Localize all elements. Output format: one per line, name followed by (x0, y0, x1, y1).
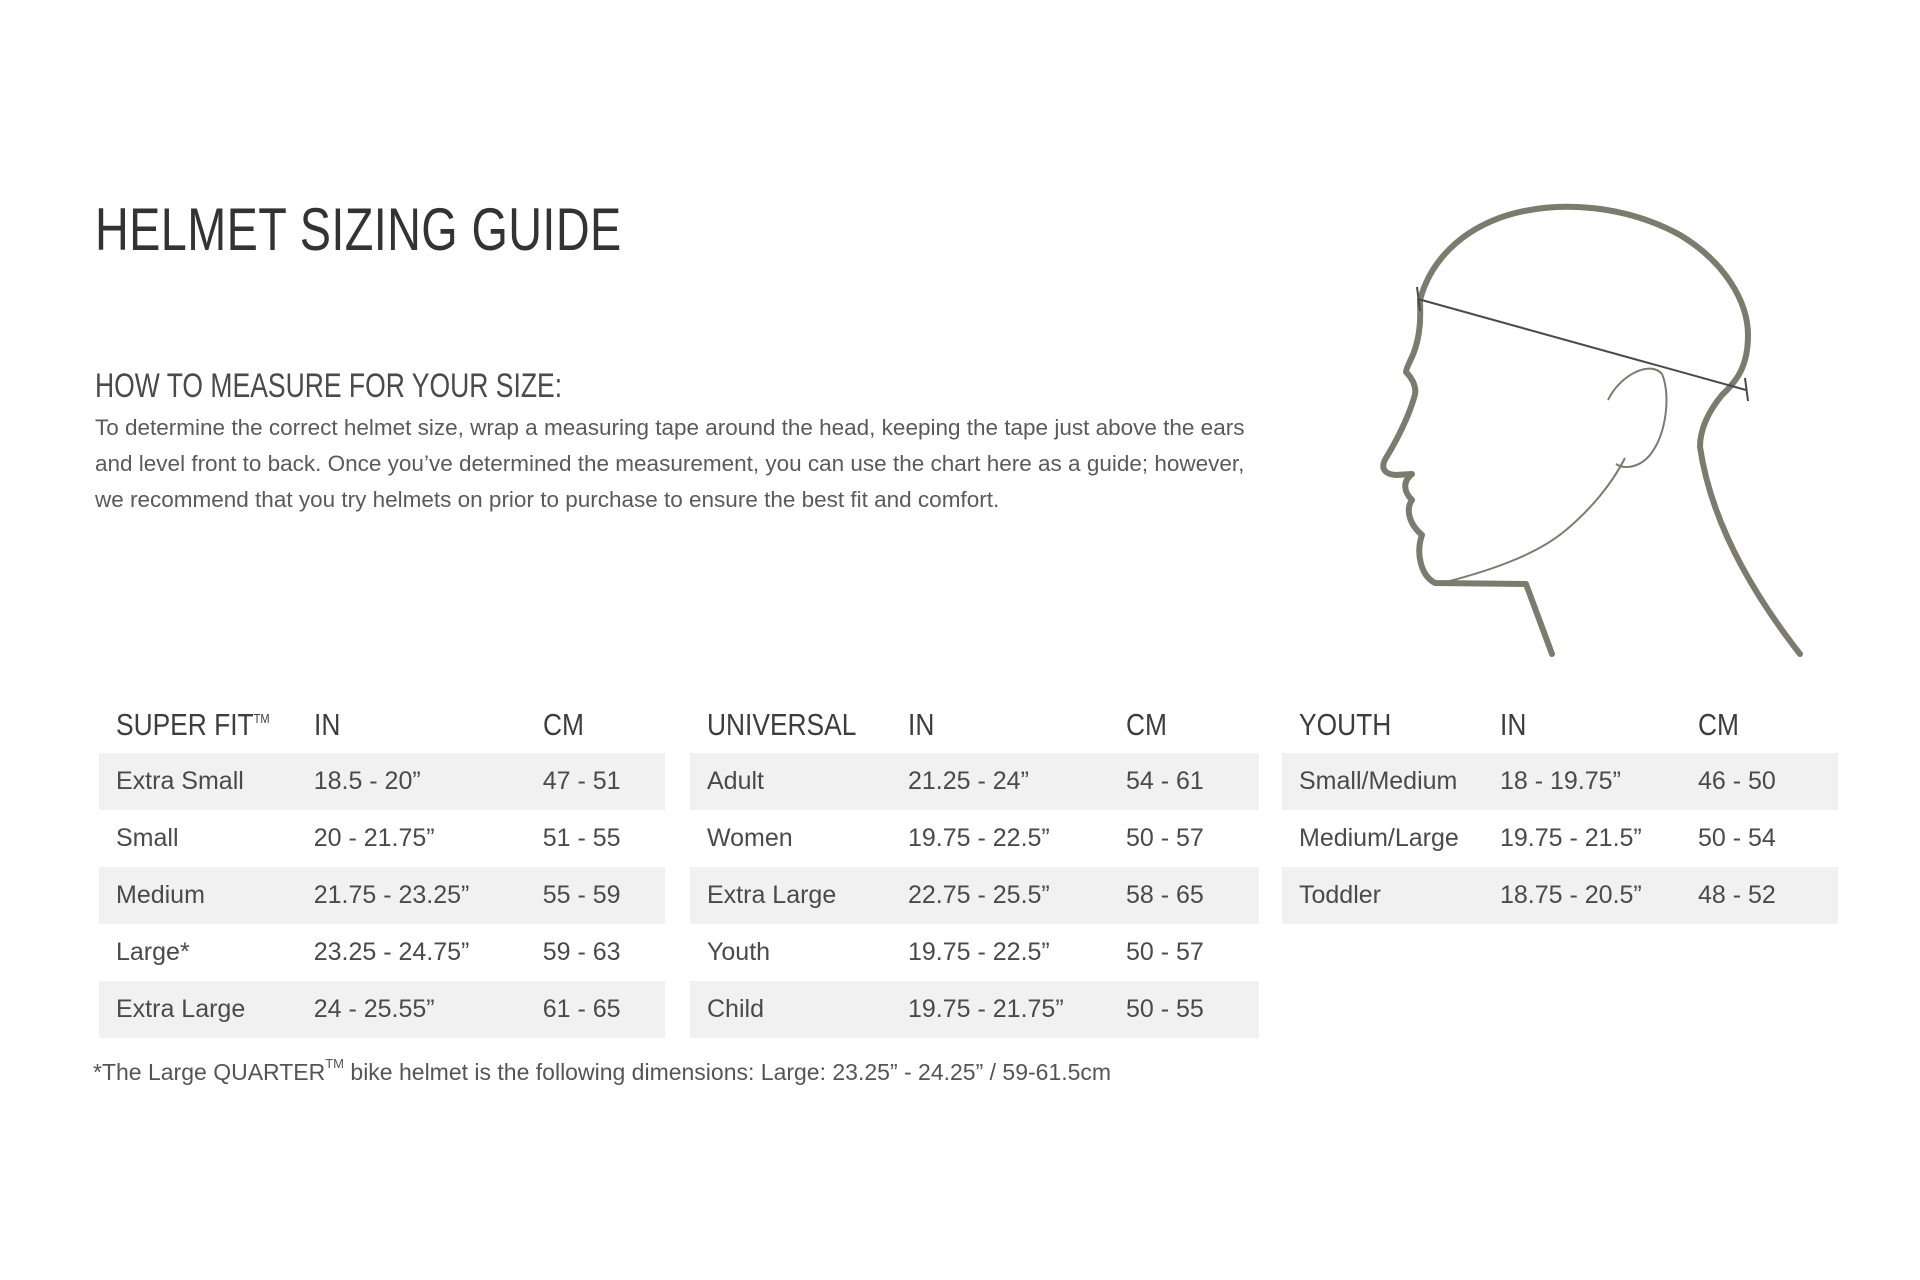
ear-outline (1608, 369, 1666, 467)
inches-cell: 18 - 19.75” (1483, 753, 1681, 810)
table-row (690, 981, 1259, 1038)
table-row (690, 867, 1259, 924)
table-row (690, 753, 1259, 810)
cm-cell: 50 - 57 (1109, 924, 1259, 981)
cm-cell: 47 - 51 (526, 753, 665, 810)
table-header-row (99, 697, 665, 753)
table-header-row (690, 697, 1259, 753)
table-row (1282, 867, 1838, 924)
jaw-line (1446, 458, 1625, 582)
measure-heading: HOW TO MEASURE FOR YOUR SIZE: (95, 367, 563, 405)
cm-cell: 55 - 59 (526, 867, 665, 924)
table-header-category: YOUTH (1299, 707, 1392, 742)
table-row (1282, 753, 1838, 810)
inches-cell: 19.75 - 22.5” (891, 810, 1109, 867)
table-row (99, 981, 665, 1038)
inches-cell: 19.75 - 21.75” (891, 981, 1109, 1038)
size-cell: Large* (99, 924, 297, 981)
size-cell: Small (99, 810, 297, 867)
cm-cell: 46 - 50 (1681, 753, 1838, 810)
youth-size-table (1282, 697, 1838, 924)
size-cell: Medium (99, 867, 297, 924)
table-header-in: IN (313, 707, 341, 742)
table-row (99, 810, 665, 867)
table-header-cm: CM (1698, 707, 1739, 742)
inches-cell: 18.75 - 20.5” (1483, 867, 1681, 924)
inches-cell: 24 - 25.55” (297, 981, 526, 1038)
table-header-in: IN (1500, 707, 1527, 742)
size-cell: Small/Medium (1282, 753, 1483, 810)
table-header-cm: CM (542, 707, 584, 742)
table-header-in: IN (908, 707, 935, 742)
table-header-cm: CM (1126, 707, 1167, 742)
size-cell: Adult (690, 753, 891, 810)
trademark-symbol: TM (325, 1056, 345, 1071)
head-measurement-icon (1350, 195, 1820, 665)
page-title: HELMET SIZING GUIDE (95, 196, 622, 263)
size-cell: Extra Large (690, 867, 891, 924)
inches-cell: 23.25 - 24.75” (297, 924, 526, 981)
footnote: *The Large QUARTER™ bike helmet is the following dimensions: Large: 23.25” - 24.25” / 59-61.5cm (93, 1056, 1112, 1085)
table-row (1282, 810, 1838, 867)
cm-cell: 50 - 54 (1681, 810, 1838, 867)
table-row (99, 867, 665, 924)
cm-cell: 50 - 55 (1109, 981, 1259, 1038)
cm-cell: 58 - 65 (1109, 867, 1259, 924)
size-cell: Medium/Large (1282, 810, 1483, 867)
inches-cell: 19.75 - 22.5” (891, 924, 1109, 981)
measure-instructions: To determine the correct helmet size, wrap a measuring tape around the head, keeping the tape just above the ears and level front to back. Once you’ve determined the measurement, you can use the chart here as a guide; however, we recommend that you try helmets on prior to purchase to ensure the best fit and comfort. (95, 415, 1245, 512)
table-row (99, 924, 665, 981)
cm-cell: 59 - 63 (526, 924, 665, 981)
table-header-row (1282, 697, 1838, 753)
inches-cell: 18.5 - 20” (297, 753, 526, 810)
table-row (690, 810, 1259, 867)
size-cell: Extra Small (99, 753, 297, 810)
cm-cell: 51 - 55 (526, 810, 665, 867)
size-cell: Child (690, 981, 891, 1038)
inches-cell: 22.75 - 25.5” (891, 867, 1109, 924)
measuring-tape-line (1418, 299, 1746, 390)
head-outline (1383, 207, 1800, 654)
size-cell: Women (690, 810, 891, 867)
size-cell: Youth (690, 924, 891, 981)
universal-size-table (690, 697, 1259, 1038)
table-header-category: SUPER FIT™ (116, 707, 270, 742)
table-header-category: UNIVERSAL (707, 707, 857, 742)
superfit-size-table (99, 697, 665, 1038)
table-row (99, 753, 665, 810)
size-cell: Toddler (1282, 867, 1483, 924)
size-cell: Extra Large (99, 981, 297, 1038)
inches-cell: 21.75 - 23.25” (297, 867, 526, 924)
cm-cell: 61 - 65 (526, 981, 665, 1038)
cm-cell: 48 - 52 (1681, 867, 1838, 924)
cm-cell: 50 - 57 (1109, 810, 1259, 867)
cm-cell: 54 - 61 (1109, 753, 1259, 810)
inches-cell: 20 - 21.75” (297, 810, 526, 867)
table-row (690, 924, 1259, 981)
inches-cell: 19.75 - 21.5” (1483, 810, 1681, 867)
inches-cell: 21.25 - 24” (891, 753, 1109, 810)
trademark-symbol: TM (253, 711, 270, 726)
